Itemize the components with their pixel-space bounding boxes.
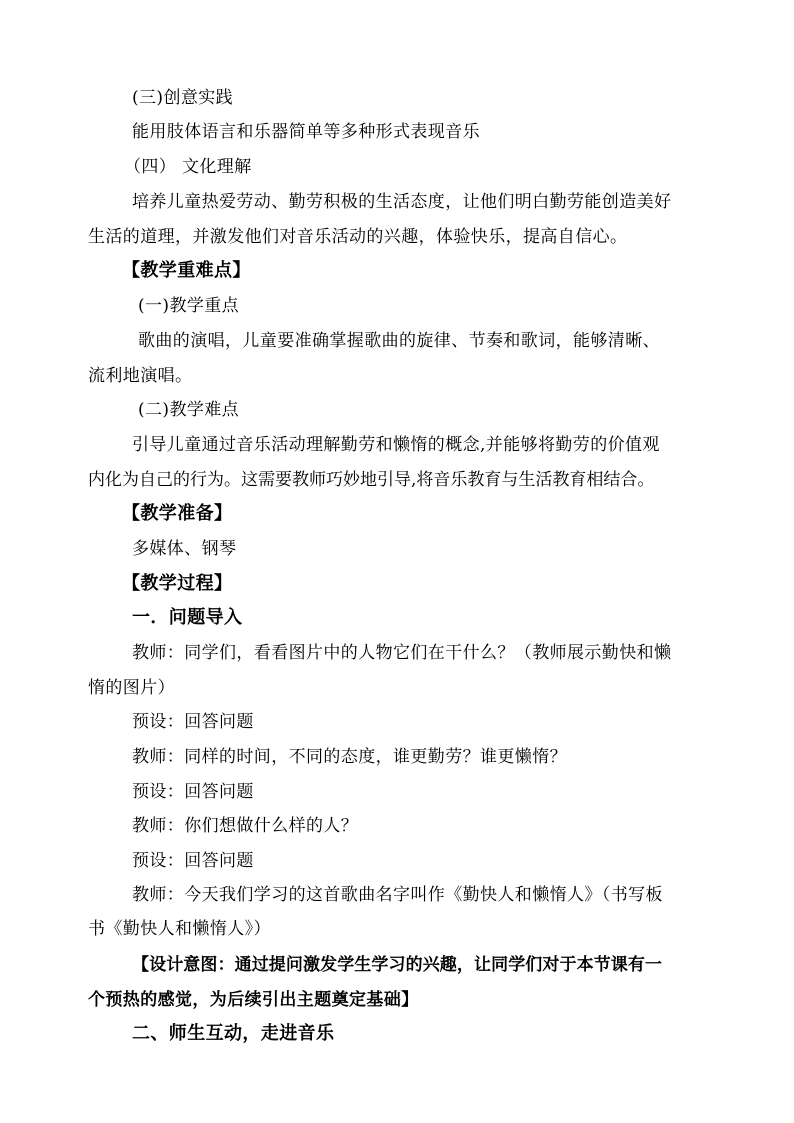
dialogue-line: 预设：回答问题 [132,782,254,802]
dialogue-line: 书《勤快人和懒惰人》） [88,919,271,939]
step-heading-teacher-student-interaction: 二、师生互动，走进音乐 [132,1023,335,1044]
subsection-heading-creative-practice: (三)创意实践 [132,88,234,108]
section-heading-teaching-preparation: 【教学准备】 [122,503,233,524]
paragraph-line: 多媒体、钢琴 [132,539,237,559]
paragraph-line: 流利地演唱。 [88,366,193,386]
design-intent-note: 个预热的感觉，为后续引出主题奠定基础】 [88,990,419,1010]
subsection-heading-cultural-understanding: （四） 文化理解 [124,157,252,177]
paragraph-line: 生活的道理，并激发他们对音乐活动的兴趣，体验快乐，提高自信心。 [88,227,628,247]
paragraph-line: 引导儿童通过音乐活动理解勤劳和懒惰的概念,并能够将勤劳的价值观 [132,435,660,455]
dialogue-line: 教师：同样的时间，不同的态度，谁更勤劳？谁更懒惰？ [132,747,567,767]
dialogue-line: 预设：回答问题 [132,851,254,871]
dialogue-line: 预设：回答问题 [132,712,254,732]
step-heading-question-introduction: 一．问题导入 [132,607,243,628]
dialogue-line: 教师：同学们，看看图片中的人物它们在干什么？（教师展示勤快和懒 [132,643,672,663]
dialogue-line: 惰的图片） [88,678,175,698]
subsection-heading-key-points: (一)教学重点 [138,296,240,316]
section-heading-teaching-process: 【教学过程】 [122,573,233,594]
dialogue-line: 教师：你们想做什么样的人？ [132,816,359,836]
paragraph-line: 歌曲的演唱，儿童要准确掌握歌曲的旋律、节奏和歌词，能够清晰、 [138,331,660,351]
dialogue-line: 教师：今天我们学习的这首歌曲名字叫作《勤快人和懒惰人》（书写板 [132,885,663,905]
paragraph-line: 培养儿童热爱劳动、勤劳积极的生活态度，让他们明白勤劳能创造美好 [132,192,672,212]
section-heading-key-difficult-points: 【教学重难点】 [122,260,251,281]
subsection-heading-difficult-points: (二)教学难点 [138,400,240,420]
paragraph-line: 内化为自己的行为。这需要教师巧妙地引导,将音乐教育与生活教育相结合。 [88,470,655,490]
design-intent-note: 【设计意图：通过提问激发学生学习的兴趣，让同学们对于本节课有一 [132,955,663,975]
paragraph-line: 能用肢体语言和乐器简单等多种形式表现音乐 [132,122,480,142]
